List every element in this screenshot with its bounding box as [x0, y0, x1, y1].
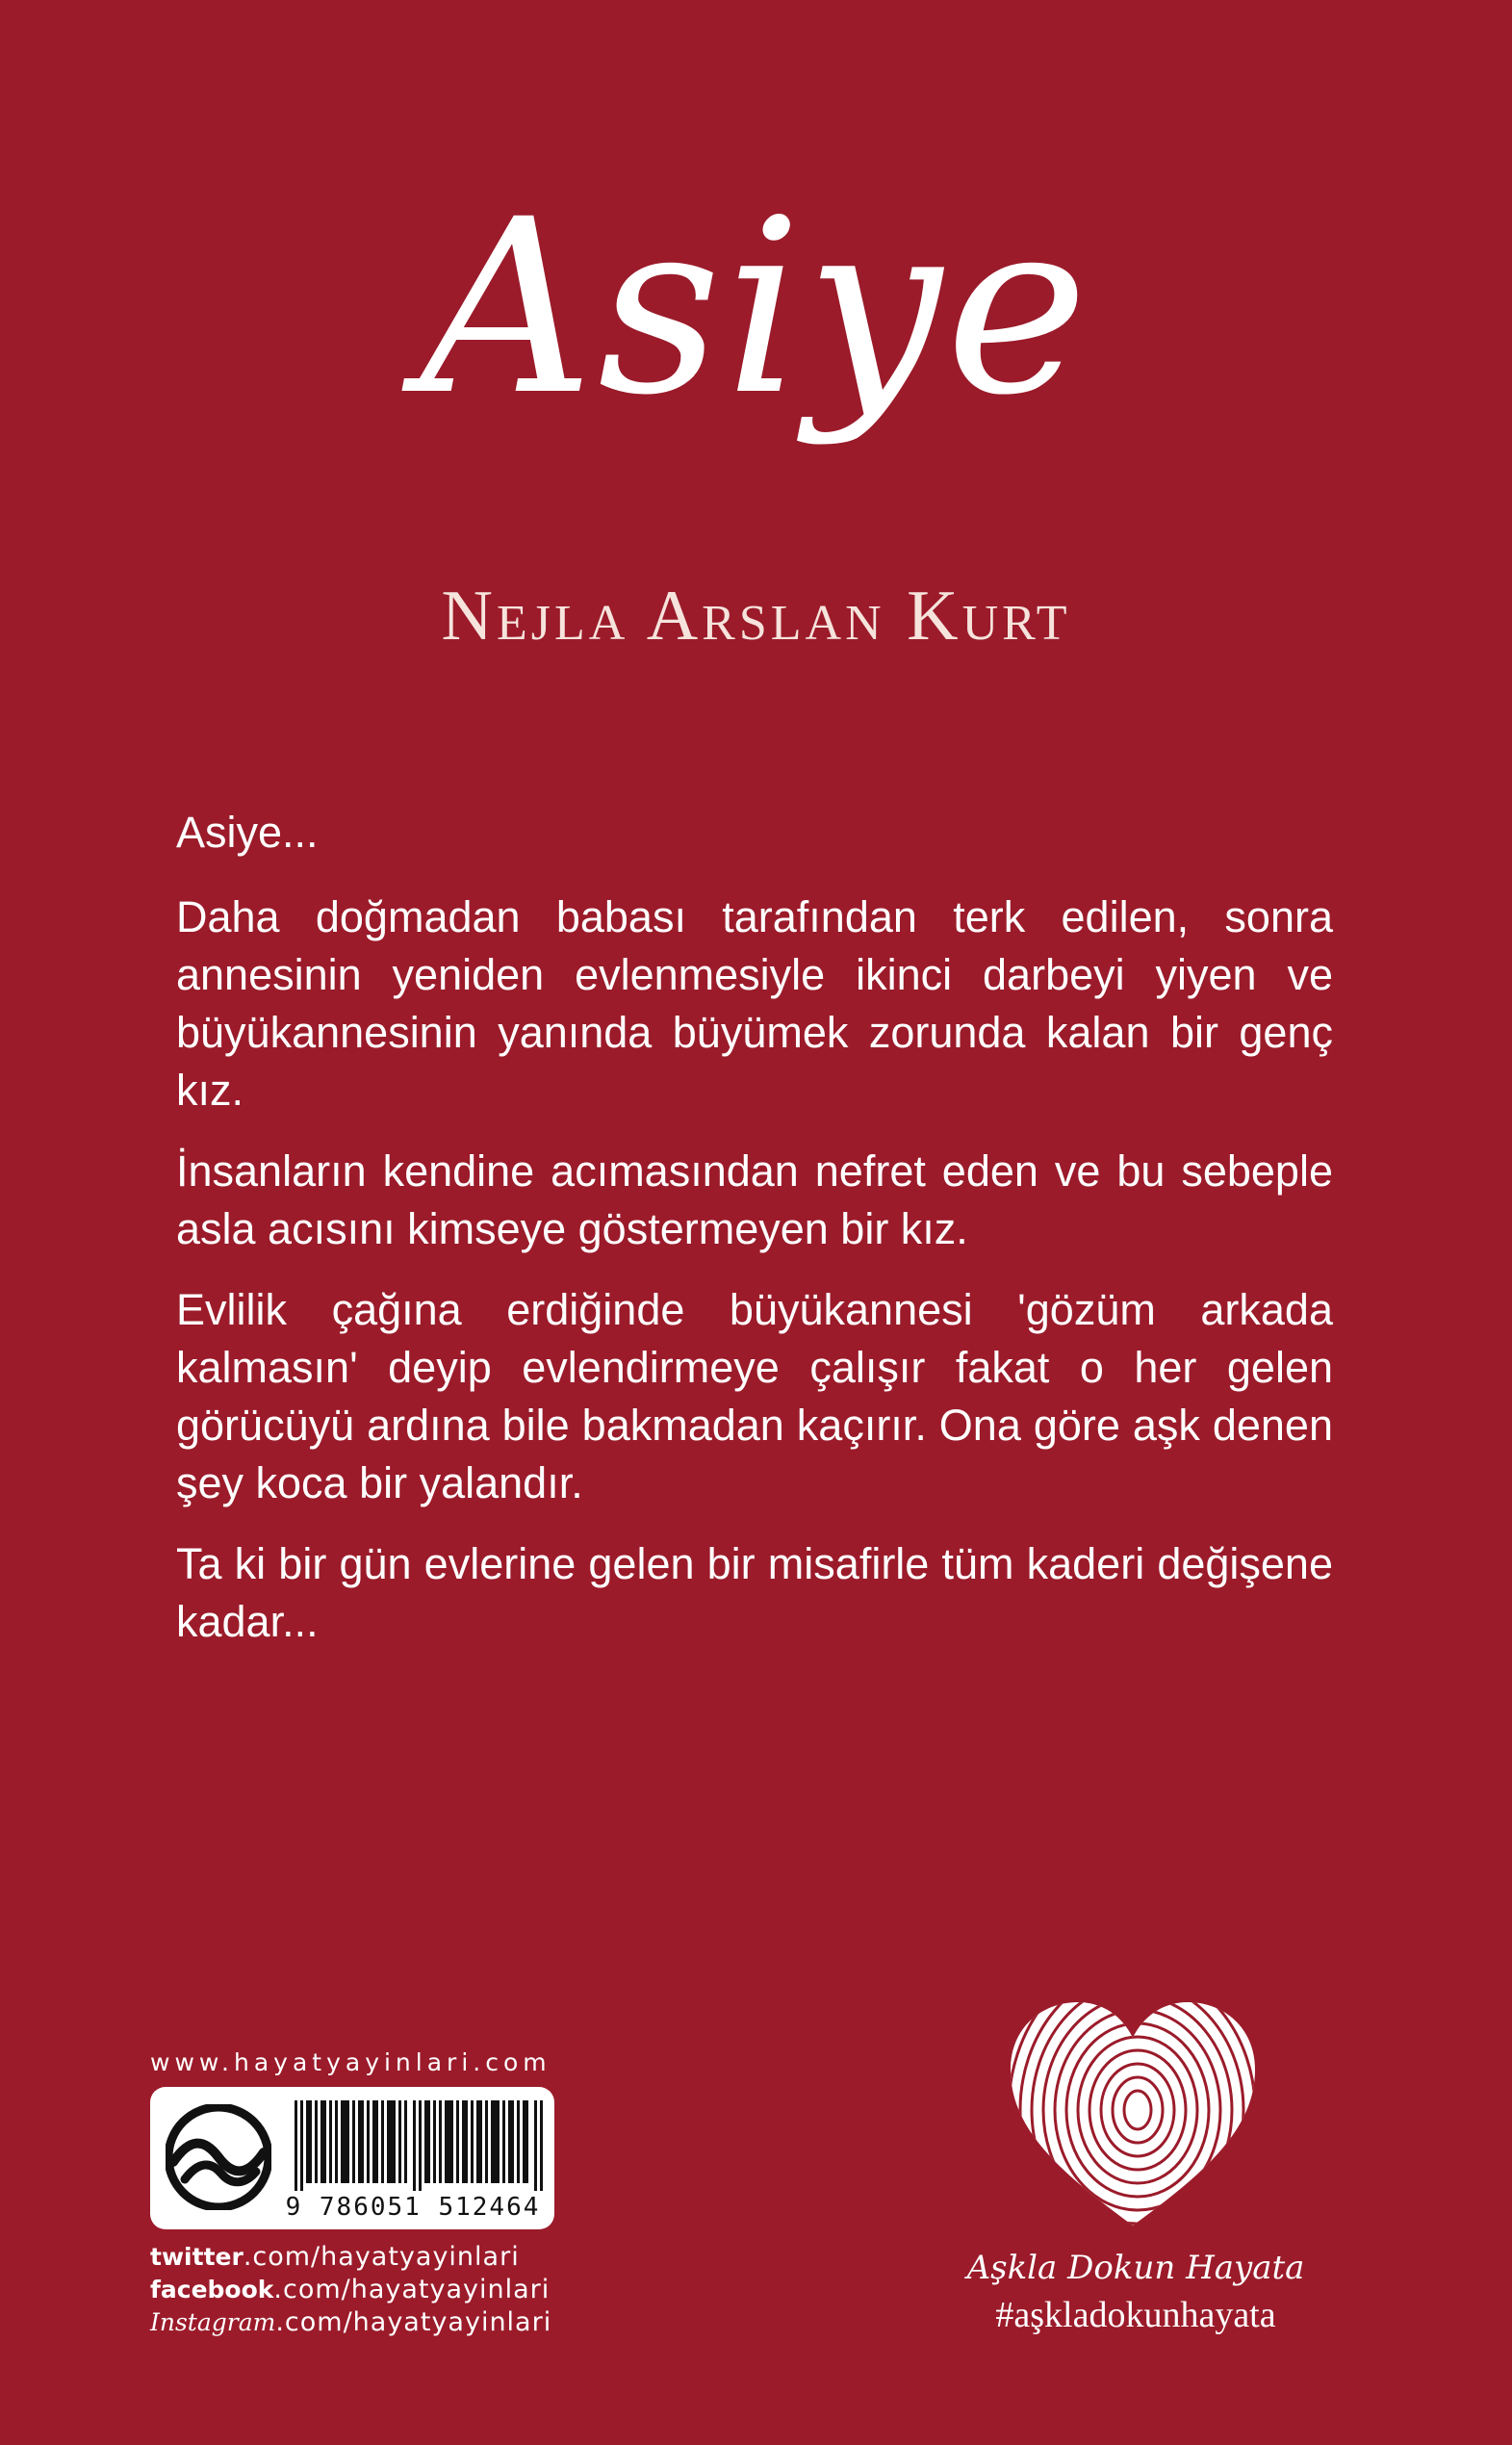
fingerprint-heart-icon: [1003, 1995, 1263, 2235]
barcode-card: [150, 2087, 554, 2229]
facebook-logo: facebook: [150, 2276, 274, 2303]
blurb-paragraph: Evlilik çağına erdiğinde büyükannesi 'gözüm arkada kalmasın' deyip evlendirmeye çalışır fakat o her gelen görücüyü ardına bile bakmadan kaçırır. Ona göre aşk denen şey koca bir yalandır.: [176, 1285, 1333, 1507]
blurb-paragraph: Daha doğmadan babası tarafından terk edilen, sonra annesinin yeniden evlenmesiyle ikinci darbeyi yiyen ve büyükannesinin yanında büyümek zorunda kalan bir genç kız.: [176, 892, 1333, 1115]
social-instagram[interactable]: Instagram.com/hayatyayinlari: [150, 2307, 552, 2337]
campaign-slogan: Aşkla Dokun Hayata: [966, 2249, 1305, 2287]
campaign-hashtag: #aşkladokunhayata: [995, 2295, 1276, 2335]
social-twitter[interactable]: twitter.com/hayatyayinlari: [150, 2242, 520, 2272]
blurb-paragraph: Asiye...: [176, 808, 319, 857]
instagram-logo: Instagram: [150, 2308, 276, 2336]
publisher-website: www.hayatyayinlari.com: [150, 2048, 551, 2076]
hayat-yayinlari-logo-icon: [166, 2104, 271, 2210]
twitter-logo: twitter: [150, 2243, 243, 2271]
social-facebook[interactable]: facebook.com/hayatyayinlari: [150, 2275, 551, 2304]
blurb-paragraph: Ta ki bir gün evlerine gelen bir misafirle tüm kaderi değişene kadar...: [176, 1539, 1333, 1646]
isbn-barcode: [295, 2100, 543, 2191]
book-title: Asiye: [420, 167, 1092, 448]
author-name: Nejla Arslan Kurt: [441, 577, 1071, 656]
social-links: [150, 2241, 551, 2339]
blurb: [176, 804, 1333, 1674]
blurb-paragraph: İnsanların kendine acımasından nefret eden ve bu sebeple asla acısını kimseye göstermeyen bir kız.: [176, 1146, 1333, 1253]
isbn-number: 9 786051 512464: [285, 2193, 541, 2222]
